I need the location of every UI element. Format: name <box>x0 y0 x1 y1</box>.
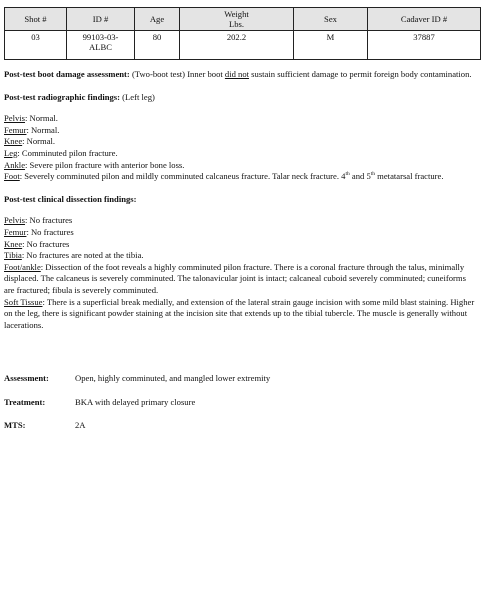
finding-text: : Comminuted pilon fracture. <box>17 147 118 158</box>
finding-text: : No fractures <box>22 238 70 249</box>
finding-label: Soft Tissue <box>4 296 43 307</box>
radiographic-leg <box>4 148 476 160</box>
clinical-pelvis <box>4 215 476 227</box>
radiographic-heading-note: (Left leg) <box>120 91 155 102</box>
ordinal-suffix: th <box>370 171 376 178</box>
radiographic-ankle <box>4 160 476 172</box>
finding-label: Pelvis <box>4 215 26 226</box>
assessment-value: Open, highly comminuted, and mangled lower extremity <box>75 373 271 383</box>
mts-label: MTS: <box>4 420 26 430</box>
header-age: Age <box>135 8 180 31</box>
finding-text: and 5 <box>349 171 371 182</box>
cell-weight: 202.2 <box>180 31 294 60</box>
finding-label: Foot <box>4 171 20 182</box>
clinical-soft-tissue <box>4 297 476 332</box>
finding-label: Knee <box>4 136 23 147</box>
cell-age: 80 <box>135 31 180 60</box>
finding-label: Foot/ankle <box>4 261 41 272</box>
finding-text: : Normal. <box>26 124 60 135</box>
treatment-value: BKA with delayed primary closure <box>75 397 196 407</box>
radiographic-femur <box>4 125 476 137</box>
finding-label: Tibia <box>4 250 22 261</box>
header-shot: Shot # <box>5 8 67 31</box>
clinical-heading: Post-test clinical dissection findings: <box>4 193 137 204</box>
finding-label: Knee <box>4 238 23 249</box>
radiographic-foot <box>4 171 476 183</box>
finding-text: : No fractures <box>25 215 73 226</box>
clinical-tibia <box>4 250 476 262</box>
mts-row <box>4 420 86 431</box>
table-row <box>5 31 481 60</box>
assessment-label: Assessment: <box>4 373 49 383</box>
boot-damage-text-after: sustain sufficient damage to permit foreign body contamination. <box>249 69 472 79</box>
cell-id-line1: 99103-03- <box>82 32 119 42</box>
assessment-row <box>4 373 270 384</box>
finding-label: Pelvis <box>4 113 26 124</box>
header-weight-line2: Lbs. <box>228 19 245 29</box>
header-id: ID # <box>67 8 135 31</box>
finding-text: : There is a superficial break medially, and extension of the lateral strain gauge incision with some mild blast staining. Higher on the leg, there is significant powder staining at the incision site that extends up to the tibial tubercle. The muscle is generally without lacerations. <box>4 296 475 330</box>
finding-text: : Normal. <box>25 113 58 124</box>
finding-text: metatarsal fracture. <box>375 171 444 182</box>
cell-cadaver-id: 37887 <box>368 31 481 60</box>
treatment-row <box>4 397 195 408</box>
boot-damage-did-not: did not <box>224 69 250 79</box>
clinical-knee <box>4 239 476 251</box>
radiographic-heading-text: Post-test radiographic findings: <box>4 91 121 102</box>
finding-text: : No fractures are noted at the tibia. <box>21 250 144 261</box>
header-cadaver-id: Cadaver ID # <box>368 8 481 31</box>
radiographic-knee <box>4 136 476 148</box>
clinical-femur <box>4 227 476 239</box>
radiographic-pelvis <box>4 113 476 125</box>
report-body <box>4 69 476 331</box>
specimen-table <box>4 7 481 60</box>
finding-text: : Severe pilon fracture with anterior bone loss. <box>25 159 185 170</box>
finding-text: : Severely comminuted pilon and mildly comminuted calcaneus fracture. Talar neck fracture. 4 <box>19 171 346 182</box>
boot-damage-paragraph <box>4 69 476 81</box>
radiographic-heading <box>4 92 476 104</box>
finding-label: Femur <box>4 124 27 135</box>
finding-label: Ankle <box>4 159 26 170</box>
header-weight <box>180 8 294 31</box>
finding-label: Leg <box>4 147 18 158</box>
boot-damage-text-before: (Two-boot test) Inner boot <box>129 69 225 79</box>
finding-text: : Dissection of the foot reveals a highly comminuted pilon fracture. There is a coronal fracture through the talus, minimally displaced. The calcaneus is severely comminuted. The talonavicular joint is intact; calcaneal cuboid severely comminuted; cuneiforms are fractured; fibula is severely comminuted. <box>4 261 466 295</box>
clinical-foot-ankle <box>4 262 476 297</box>
table-header-row <box>5 8 481 31</box>
mts-value: 2A <box>75 420 86 430</box>
cell-sex: M <box>294 31 368 60</box>
cell-shot: 03 <box>5 31 67 60</box>
boot-damage-label: Post-test boot damage assessment: <box>4 69 130 79</box>
cell-id-line2: ALBC <box>89 42 112 52</box>
header-sex: Sex <box>294 8 368 31</box>
header-weight-line1: Weight <box>224 9 249 19</box>
treatment-label: Treatment: <box>4 397 46 407</box>
finding-text: : No fractures <box>26 226 74 237</box>
finding-label: Femur <box>4 226 27 237</box>
cell-id <box>67 31 135 60</box>
ordinal-suffix: th <box>345 171 350 178</box>
finding-text: : Normal. <box>22 136 56 147</box>
